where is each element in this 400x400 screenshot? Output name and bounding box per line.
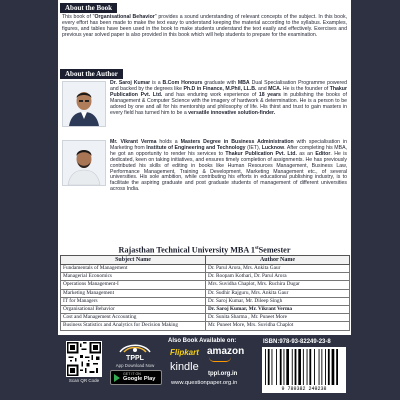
amazon-logo[interactable]: amazon (207, 346, 245, 357)
content-panel (58, 0, 351, 335)
subject-name-cell: Fundamentals of Management (61, 265, 206, 273)
subject-name-cell: Business Statistics and Analytics for Decision Making (61, 322, 206, 330)
table-row (61, 265, 350, 273)
barcode-bar (292, 349, 293, 385)
barcode-bar (319, 349, 320, 385)
barcode-bar (280, 349, 282, 385)
barcode-icon (262, 347, 346, 387)
about-book-heading: About the Book (60, 3, 117, 13)
subject-name-cell: Cost and Management Accounting (61, 314, 206, 322)
barcode-bar (321, 349, 322, 385)
author-bio-saroj-kumar: Dr. Saroj Kumar is a B.Com Honours graduate with MBA Dual Specialisation Programme powered and backed by the degrees like Ph.D in Finance, M.Phil, LL.B. and MCA. He is the founder of Thakur Publication Pvt. Ltd. and has enduring work experience of 18 years in publishing the books of Management & Computer Science with the imagery of hardwork & determination. He is a person to be adored by one and all for his mentorship and philosophy of life. His thirst and trust to gain masters in every field has turned him to be a versatile innovative solution-finder. (110, 80, 347, 116)
cover-footer (58, 335, 351, 400)
author-name-cell: Dr. Saroj Kumar, Mr. Dileep Singh (206, 297, 350, 305)
qr-code[interactable] (66, 341, 102, 377)
table-row (61, 322, 350, 330)
also-available-label: Also Book Available on: (168, 338, 237, 344)
table-row (61, 306, 350, 314)
barcode-bar (268, 349, 270, 385)
google-play-badge[interactable] (110, 370, 162, 385)
university-title (58, 244, 351, 256)
table-row (61, 297, 350, 305)
barcode-bar (298, 349, 301, 385)
qr-label: Scan QR Code (68, 378, 100, 383)
author-portrait-icon (63, 141, 105, 185)
table-row (61, 289, 350, 297)
tppl-logo-icon (118, 340, 152, 356)
author-bio-vikrant-verma: Mr. Vikrant Verma holds a Masters Degree in Business Administration with specialisation in Marketing from Institute of Engineering and Technology (IET), Lucknow. After completing his MBA, he got an opportunity to render his services to Thakur Publication Pvt. Ltd. as an Editor. He is dedicated, keen on taking initiatives, and ensures timely completion of assignments. He has previously contributed his skills of editing in books like Human Resources Management, Business Law, Performance Management, Training & Development, Marketing Management etc., of several universities. His sole ambition, while contributing his efforts in educational publishing industry, is to facilitate the aspiring graduate and post graduate students of management of different universities across India. (110, 139, 347, 193)
subject-name-cell: Marketing Management (61, 289, 206, 297)
university-title-end: Semester (258, 245, 291, 255)
table-row (61, 273, 350, 281)
barcode-bar (314, 349, 315, 385)
author-name-cell: Dr. Parul Arora, Mrs. Ankita Gaur (206, 265, 350, 273)
app-download-label: App Download Now (115, 363, 155, 368)
author-name-cell: Dr. Roopam Kothari, Dr. Parul Arora (206, 273, 350, 281)
about-author-heading: About the Author (60, 69, 123, 79)
barcode-bar (325, 349, 326, 385)
website-link-tppl[interactable]: tppl.org.in (208, 371, 238, 377)
subjects-table (60, 255, 350, 331)
subject-name-cell: Organisational Behavior (61, 306, 206, 314)
author-name-cell: Dr. Sunita Sharma , Mr. Puneet More (206, 314, 350, 322)
subject-name-cell: Managerial Economics (61, 273, 206, 281)
qr-code-icon (67, 342, 101, 376)
about-book-text: This book of "Organisational Behavior" provides a sound understanding of relevant concepts of the subject. In this book, every effort has been made to make the text easy to understand keeping the material according to the syllabus. Examples, figures, and tables have been used in the book to make students understand the text easily and effectively. Exercises and previous year solved paper is also provided in this book which will help students to prepare for the examination. (62, 14, 347, 38)
barcode-bar (272, 349, 273, 385)
column-header-author: Author Name (206, 256, 350, 265)
author-portrait-icon (63, 82, 105, 126)
barcode-bar (336, 349, 338, 385)
isbn-number: ISBN:978-93-82249-23-8 (263, 339, 331, 345)
university-title-text: Rajasthan Technical University MBA 1 (118, 245, 255, 255)
column-header-subject: Subject Name (61, 256, 206, 265)
barcode-bar (328, 349, 330, 385)
barcode-bar (307, 349, 308, 385)
barcode (262, 347, 346, 387)
subject-name-cell: Operations Management-I (61, 281, 206, 289)
table-row (61, 281, 350, 289)
tppl-emblem (118, 340, 152, 356)
table-row (61, 314, 350, 322)
university-title-sup: st (255, 246, 259, 251)
google-play-big-text: Google Play (123, 375, 156, 382)
author-name-cell: Dr. Saroj Kumar, Mr. Vikrant Verma (206, 306, 350, 314)
flipkart-logo[interactable]: Flipkart (170, 348, 199, 357)
author-photo-vikrant-verma (62, 140, 106, 186)
barcode-bar (332, 349, 335, 385)
play-store-icon (114, 374, 120, 382)
kindle-logo[interactable]: kindle (170, 361, 199, 373)
author-name-cell: Dr. Sudhir Rajguru, Mrs. Ankita Gaur (206, 289, 350, 297)
subject-name-cell: IT for Managers (61, 297, 206, 305)
barcode-bar (265, 349, 266, 385)
author-name-cell: Mr. Puneet More, Mrs. Suvidha Chaplot (206, 322, 350, 330)
author-photo-saroj-kumar (62, 81, 106, 127)
barcode-bar (286, 349, 289, 385)
barcode-bar (276, 349, 277, 385)
barcode-bar (295, 349, 297, 385)
tppl-brand-name: TPPL (126, 355, 144, 362)
table-header-row (61, 256, 350, 265)
barcode-digits: 9 789382 249238 (262, 386, 346, 393)
barcode-bar (284, 349, 285, 385)
barcode-bar (309, 349, 311, 385)
google-play-small-text: GET IT ON (123, 372, 141, 376)
barcode-bar (303, 349, 304, 385)
website-link-questionpaper[interactable]: www.questionpaper.org.in (171, 380, 238, 386)
amazon-smile-icon (209, 357, 231, 362)
author-name-cell: Mrs. Suvidha Chaplot, Mrs. Ruchira Dugar (206, 281, 350, 289)
